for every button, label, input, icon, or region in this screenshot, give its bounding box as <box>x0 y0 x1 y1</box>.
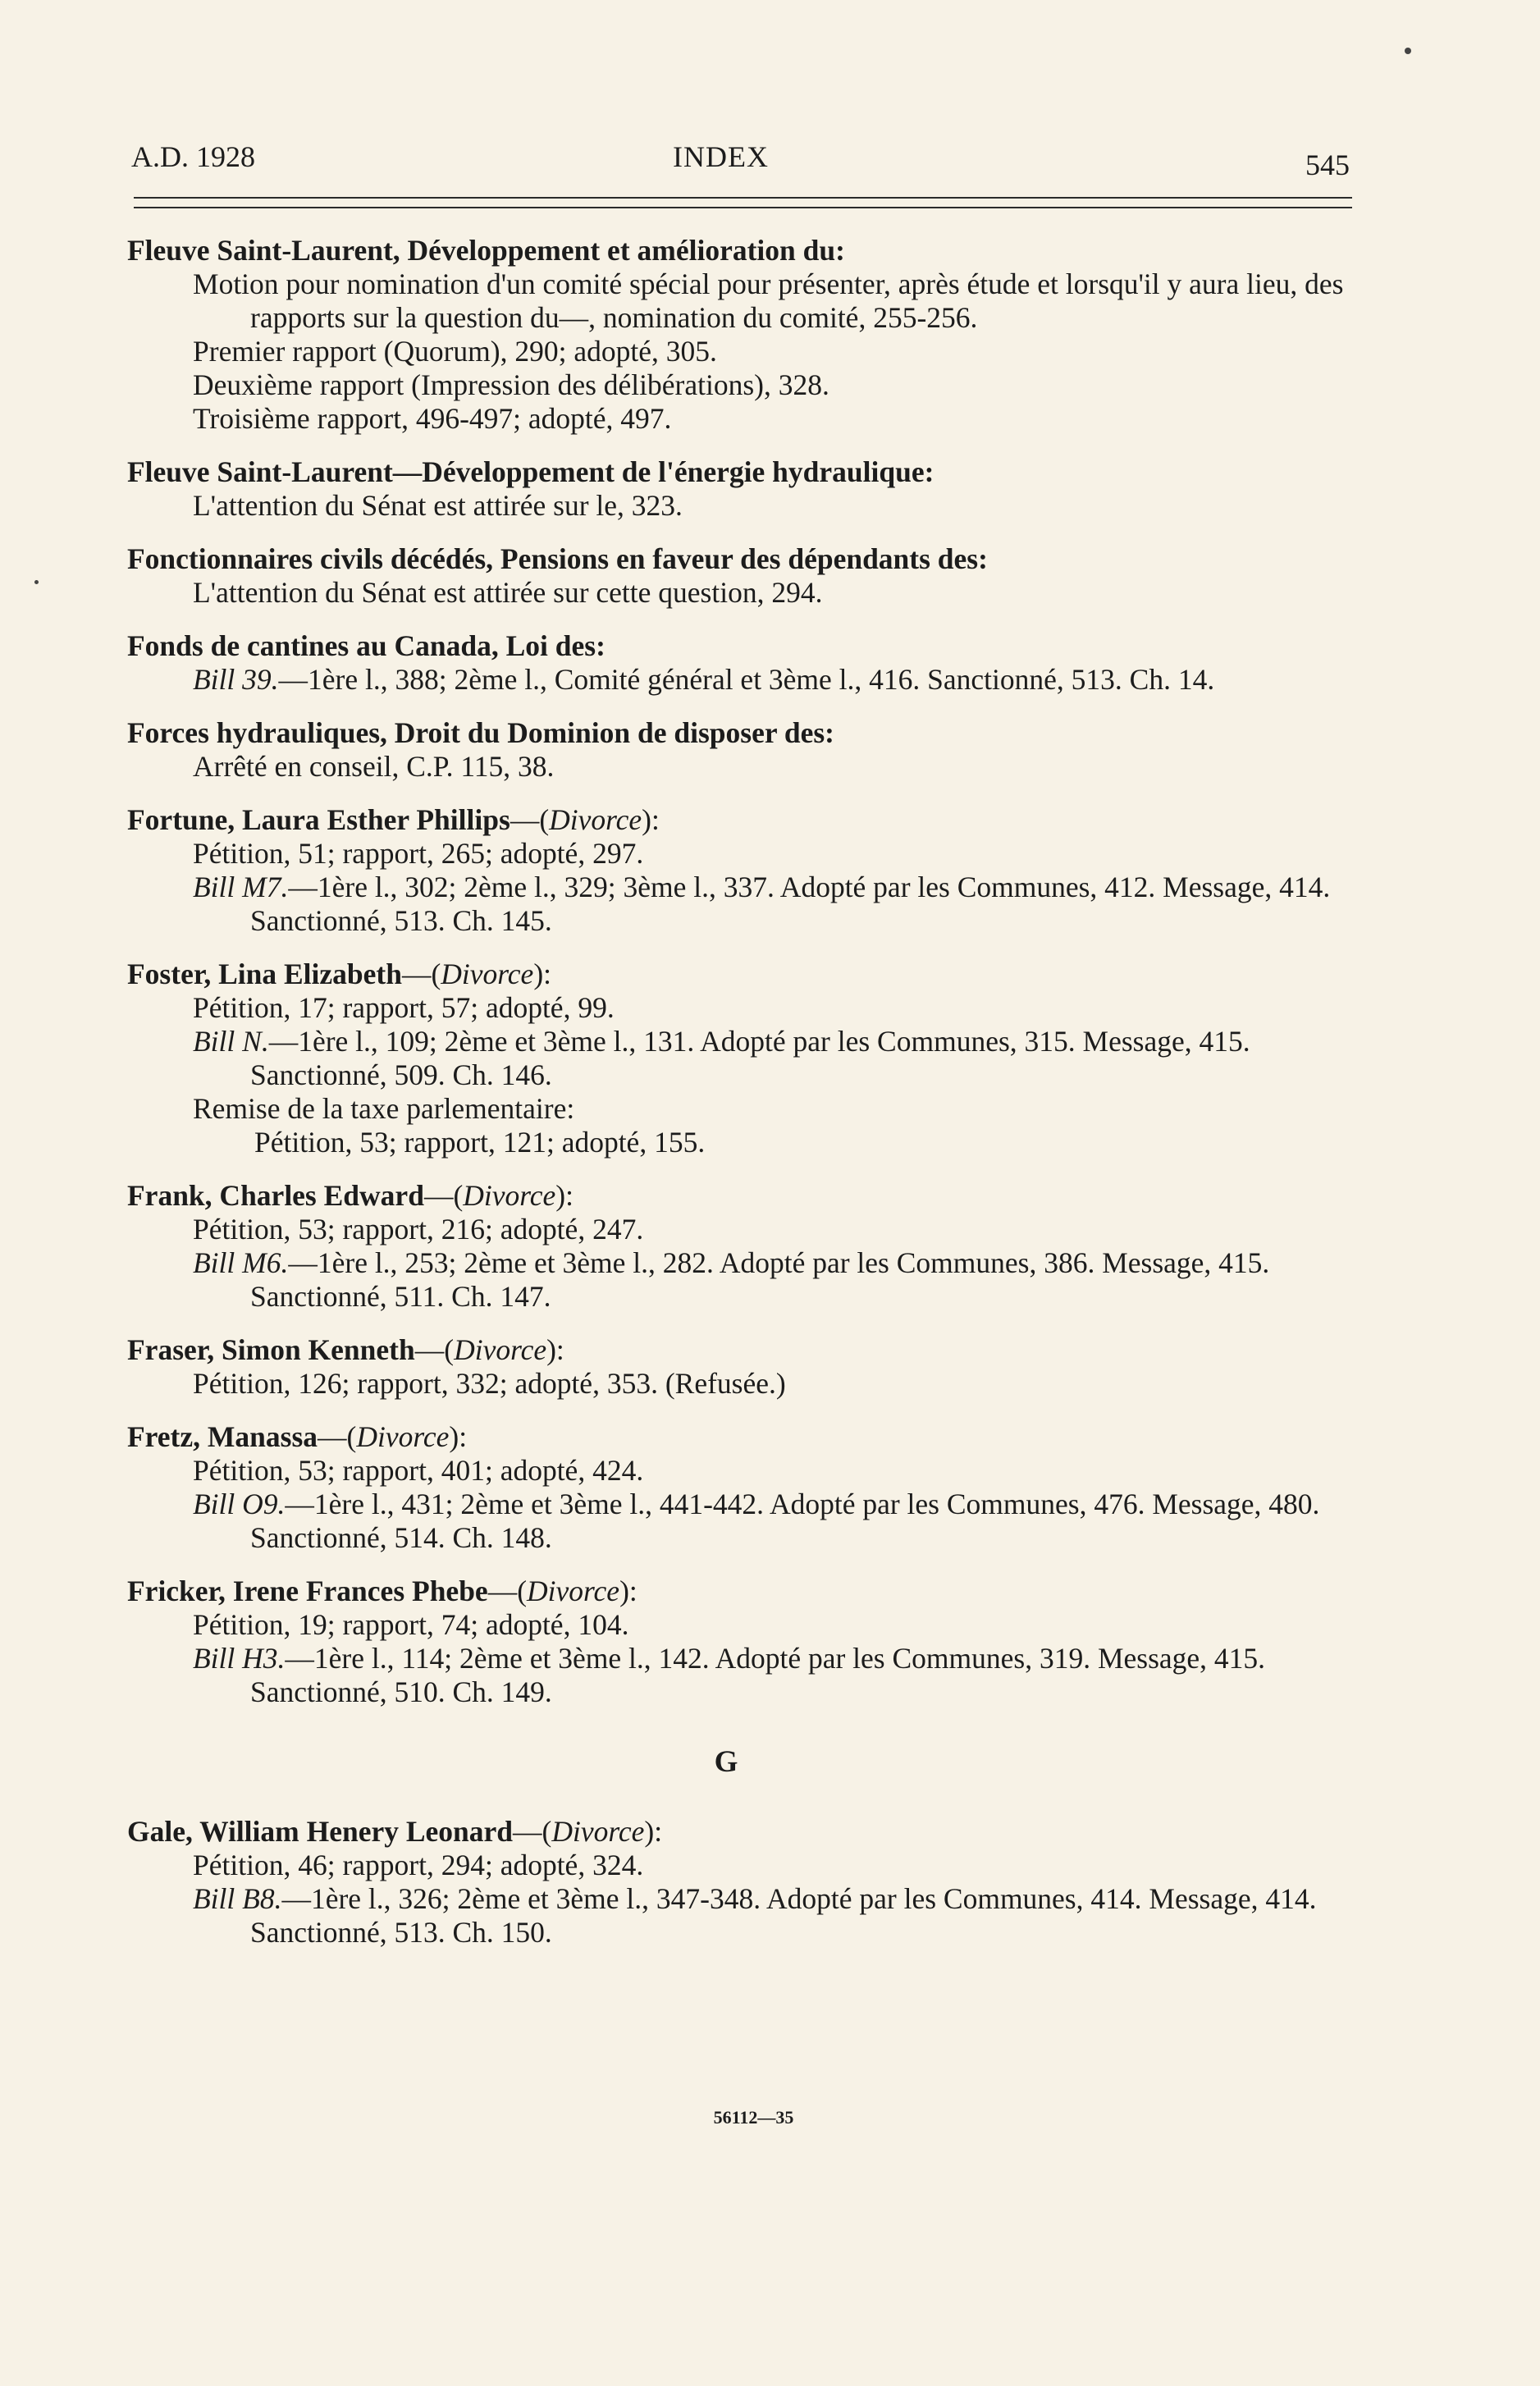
divorce-label: Divorce <box>551 1815 645 1848</box>
bill-label: Bill M6. <box>193 1246 289 1279</box>
bill-text: —1ère l., 326; 2ème et 3ème l., 347-348. Adopté par les Communes, 414. Message, 414. Sanctionné, 513. Ch. 150. <box>250 1882 1317 1949</box>
page-number: 545 <box>1305 149 1350 181</box>
index-entry <box>127 542 1358 610</box>
entry-line: Troisième rapport, 496-497; adopté, 497. <box>193 402 672 435</box>
bill-text: —1ère l., 302; 2ème l., 329; 3ème l., 337. Adopté par les Communes, 412. Message, 414. Sanctionné, 513. Ch. 145. <box>250 871 1331 937</box>
divorce-label: Divorce <box>463 1179 556 1212</box>
divorce-label: Divorce <box>441 958 534 990</box>
petition-line: Pétition, 53; rapport, 216; adopté, 247. <box>193 1213 644 1246</box>
entry-name: Gale, William Henery Leonard <box>127 1815 514 1848</box>
ink-speck <box>34 580 39 584</box>
divorce-label: Divorce <box>527 1575 620 1607</box>
bill-line <box>127 1246 1358 1314</box>
entry-heading: Fortune, Laura Esther Phillips—(Divorce): <box>127 803 660 836</box>
petition-line: Pétition, 53; rapport, 121; adopté, 155. <box>254 1126 706 1159</box>
petition-line: Pétition, 51; rapport, 265; adopté, 297. <box>193 837 644 870</box>
bill-label: Bill N. <box>193 1025 269 1058</box>
entry-heading: Fleuve Saint-Laurent—Développement de l'énergie hydraulique: <box>127 455 935 488</box>
entry-heading: Foster, Lina Elizabeth—(Divorce): <box>127 958 552 990</box>
bill-label: Bill M7. <box>193 871 289 903</box>
divorce-label: Divorce <box>549 803 642 836</box>
divorce-label: Divorce <box>454 1333 547 1366</box>
printer-code: 56112—35 <box>713 2107 794 2128</box>
bill-text: —1ère l., 431; 2ème et 3ème l., 441-442. Adopté par les Communes, 476. Message, 480. Sanctionné, 514. Ch. 148. <box>250 1488 1320 1554</box>
index-entry <box>127 716 1358 784</box>
divorce-entry <box>127 958 1358 1159</box>
entry-heading: Fricker, Irene Frances Phebe—(Divorce): <box>127 1575 637 1607</box>
petition-line: Pétition, 17; rapport, 57; adopté, 99. <box>193 991 615 1024</box>
sub-heading: Remise de la taxe parlementaire: <box>193 1092 575 1125</box>
entry-line: Motion pour nomination d'un comité spécial pour présenter, après étude et lorsqu'il y aura lieu, des rapports sur la question du—, nomination du comité, 255-256. <box>193 267 1344 334</box>
header-rule-bottom <box>134 207 1352 208</box>
petition-line: Pétition, 46; rapport, 294; adopté, 324. <box>193 1849 644 1881</box>
index-entry <box>127 629 1358 697</box>
divorce-entry <box>127 1420 1358 1555</box>
index-content <box>127 234 1358 1969</box>
header-title: INDEX <box>673 140 769 173</box>
divorce-label: Divorce <box>356 1420 450 1453</box>
entry-name: Fraser, Simon Kenneth <box>127 1333 415 1366</box>
petition-line: Pétition, 19; rapport, 74; adopté, 104. <box>193 1608 629 1641</box>
index-entry <box>127 234 1358 436</box>
bill-line <box>127 1642 1358 1709</box>
entry-line: Premier rapport (Quorum), 290; adopté, 305. <box>193 335 717 368</box>
divorce-entry <box>127 1815 1358 1949</box>
entry-name: Foster, Lina Elizabeth <box>127 958 402 990</box>
bill-label: Bill H3. <box>193 1642 286 1675</box>
entry-heading: Fonctionnaires civils décédés, Pensions en faveur des dépendants des: <box>127 542 988 575</box>
bill-text: —1ère l., 109; 2ème et 3ème l., 131. Adopté par les Communes, 315. Message, 415. Sanctionné, 509. Ch. 146. <box>250 1025 1250 1091</box>
entry-heading: Fraser, Simon Kenneth—(Divorce): <box>127 1333 564 1366</box>
entry-name: Fortune, Laura Esther Phillips <box>127 803 510 836</box>
bill-line <box>127 1025 1358 1092</box>
bill-line <box>127 1488 1358 1555</box>
entry-line: Deuxième rapport (Impression des délibérations), 328. <box>193 368 829 401</box>
entry-heading: Forces hydrauliques, Droit du Dominion de disposer des: <box>127 716 834 749</box>
entry-heading: Fleuve Saint-Laurent, Développement et amélioration du: <box>127 234 845 267</box>
divorce-entry <box>127 1179 1358 1314</box>
divorce-entry <box>127 1333 1358 1401</box>
bill-line <box>127 1882 1358 1949</box>
ink-speck <box>1405 48 1411 54</box>
entry-line: L'attention du Sénat est attirée sur le, 323. <box>193 489 683 522</box>
entry-heading: Frank, Charles Edward—(Divorce): <box>127 1179 574 1212</box>
index-entry <box>127 455 1358 523</box>
bill-label: Bill O9. <box>193 1488 286 1520</box>
entry-heading: Fonds de cantines au Canada, Loi des: <box>127 629 605 662</box>
header-year: A.D. 1928 <box>131 140 255 173</box>
bill-line <box>127 871 1358 938</box>
bill-line <box>127 663 1358 697</box>
entry-line: Arrêté en conseil, C.P. 115, 38. <box>193 750 555 783</box>
page-header <box>131 131 1350 189</box>
entry-heading: Fretz, Manassa—(Divorce): <box>127 1420 468 1453</box>
bill-label: Bill 39. <box>193 663 279 696</box>
entry-name: Fretz, Manassa <box>127 1420 318 1453</box>
petition-line: Pétition, 126; rapport, 332; adopté, 353. (Refusée.) <box>193 1367 786 1400</box>
entry-heading: Gale, William Henery Leonard—(Divorce): <box>127 1815 663 1848</box>
divorce-entry <box>127 803 1358 938</box>
entry-name: Fricker, Irene Frances Phebe <box>127 1575 488 1607</box>
entry-name: Frank, Charles Edward <box>127 1179 424 1212</box>
header-rule-top <box>134 197 1352 199</box>
divorce-entry <box>127 1575 1358 1709</box>
entry-line: L'attention du Sénat est attirée sur cette question, 294. <box>193 576 823 609</box>
bill-text: —1ère l., 253; 2ème et 3ème l., 282. Adopté par les Communes, 386. Message, 415. Sanctionné, 511. Ch. 147. <box>250 1246 1270 1313</box>
section-letter: G <box>714 1745 738 1779</box>
bill-text: —1ère l., 388; 2ème l., Comité général et 3ème l., 416. Sanctionné, 513. Ch. 14. <box>278 663 1215 696</box>
petition-line: Pétition, 53; rapport, 401; adopté, 424. <box>193 1454 644 1487</box>
bill-label: Bill B8. <box>193 1882 282 1915</box>
bill-text: —1ère l., 114; 2ème et 3ème l., 142. Adopté par les Communes, 319. Message, 415. Sanctionné, 510. Ch. 149. <box>250 1642 1266 1708</box>
